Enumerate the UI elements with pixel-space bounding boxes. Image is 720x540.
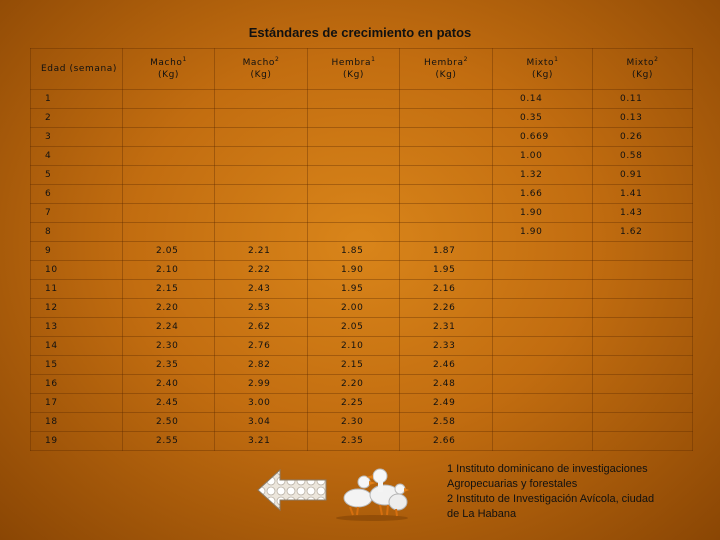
cell-hembra-2: 1.95 <box>400 261 493 280</box>
ducks-illustration <box>330 462 410 522</box>
cell-macho-1: 2.10 <box>123 261 215 280</box>
cell-mixto-2 <box>593 356 693 375</box>
cell-macho-1 <box>123 109 215 128</box>
cell-mixto-1 <box>493 280 593 299</box>
table-body <box>31 90 693 451</box>
cell-macho-2 <box>215 166 308 185</box>
cell-age: 13 <box>31 318 123 337</box>
cell-mixto-1 <box>493 242 593 261</box>
cell-mixto-1 <box>493 299 593 318</box>
cell-age: 17 <box>31 394 123 413</box>
table-row <box>31 318 693 337</box>
cell-hembra-2: 2.48 <box>400 375 493 394</box>
cell-hembra-2: 2.46 <box>400 356 493 375</box>
footnotes <box>447 462 712 522</box>
cell-macho-1: 2.05 <box>123 242 215 261</box>
cell-macho-1 <box>123 223 215 242</box>
cell-mixto-2 <box>593 413 693 432</box>
cell-age: 9 <box>31 242 123 261</box>
table-row <box>31 223 693 242</box>
footnote-line: de La Habana <box>447 508 517 520</box>
cell-mixto-1 <box>493 394 593 413</box>
cell-hembra-1 <box>308 109 400 128</box>
cell-hembra-1: 2.35 <box>308 432 400 451</box>
cell-mixto-2: 0.13 <box>593 109 693 128</box>
footnote-line: Agropecuarias y forestales <box>447 478 578 490</box>
cell-age: 15 <box>31 356 123 375</box>
cell-macho-2: 2.62 <box>215 318 308 337</box>
cell-age: 1 <box>31 90 123 109</box>
cell-macho-2: 3.21 <box>215 432 308 451</box>
cell-hembra-2: 2.49 <box>400 394 493 413</box>
cell-macho-2 <box>215 185 308 204</box>
cell-macho-1: 2.24 <box>123 318 215 337</box>
cell-macho-2: 2.22 <box>215 261 308 280</box>
cell-mixto-1: 1.90 <box>493 223 593 242</box>
cell-macho-1: 2.15 <box>123 280 215 299</box>
cell-hembra-2: 2.31 <box>400 318 493 337</box>
cell-age: 7 <box>31 204 123 223</box>
cell-mixto-2: 1.41 <box>593 185 693 204</box>
cell-mixto-1 <box>493 432 593 451</box>
cell-mixto-2: 0.91 <box>593 166 693 185</box>
cell-mixto-1 <box>493 318 593 337</box>
table-row <box>31 299 693 318</box>
cell-macho-2: 2.76 <box>215 337 308 356</box>
cell-mixto-1 <box>493 261 593 280</box>
cell-macho-2: 2.53 <box>215 299 308 318</box>
cell-macho-2 <box>215 90 308 109</box>
cell-age: 16 <box>31 375 123 394</box>
cell-mixto-2 <box>593 318 693 337</box>
table-row <box>31 280 693 299</box>
table-row <box>31 337 693 356</box>
cell-hembra-2 <box>400 223 493 242</box>
table-row <box>31 185 693 204</box>
cell-mixto-1: 0.35 <box>493 109 593 128</box>
cell-mixto-2 <box>593 394 693 413</box>
table-row <box>31 242 693 261</box>
cell-hembra-1: 1.85 <box>308 242 400 261</box>
cell-age: 12 <box>31 299 123 318</box>
cell-hembra-1 <box>308 166 400 185</box>
cell-macho-2 <box>215 223 308 242</box>
cell-macho-1: 2.45 <box>123 394 215 413</box>
table-row <box>31 375 693 394</box>
cell-macho-1 <box>123 90 215 109</box>
footnote-line: 2 Instituto de Investigación Avícola, ciudad <box>447 493 655 505</box>
cell-hembra-1: 2.00 <box>308 299 400 318</box>
cell-mixto-1 <box>493 413 593 432</box>
cell-macho-2 <box>215 147 308 166</box>
cell-hembra-1 <box>308 185 400 204</box>
cell-hembra-1 <box>308 147 400 166</box>
cell-hembra-1: 1.90 <box>308 261 400 280</box>
cell-hembra-1: 2.05 <box>308 318 400 337</box>
cell-hembra-1 <box>308 90 400 109</box>
growth-standards-table <box>30 48 693 451</box>
cell-macho-1: 2.50 <box>123 413 215 432</box>
header-hembra-1: Hembra$^1$ (Kg) <box>308 49 400 90</box>
cell-mixto-2 <box>593 299 693 318</box>
cell-macho-1: 2.55 <box>123 432 215 451</box>
cell-hembra-2 <box>400 128 493 147</box>
cell-mixto-2: 1.43 <box>593 204 693 223</box>
cell-hembra-2: 1.87 <box>400 242 493 261</box>
cell-age: 14 <box>31 337 123 356</box>
table-row <box>31 128 693 147</box>
cell-age: 10 <box>31 261 123 280</box>
cell-macho-1: 2.20 <box>123 299 215 318</box>
cell-hembra-2 <box>400 204 493 223</box>
cell-hembra-2: 2.66 <box>400 432 493 451</box>
cell-macho-1: 2.35 <box>123 356 215 375</box>
cell-mixto-2 <box>593 375 693 394</box>
cell-age: 11 <box>31 280 123 299</box>
cell-mixto-2 <box>593 432 693 451</box>
cell-macho-2 <box>215 204 308 223</box>
cell-macho-1: 2.30 <box>123 337 215 356</box>
cell-hembra-2 <box>400 185 493 204</box>
cell-hembra-2 <box>400 166 493 185</box>
cell-hembra-1: 2.15 <box>308 356 400 375</box>
cell-mixto-1: 0.669 <box>493 128 593 147</box>
cell-macho-2: 3.00 <box>215 394 308 413</box>
cell-hembra-1: 2.30 <box>308 413 400 432</box>
cell-macho-2 <box>215 128 308 147</box>
cell-mixto-2: 0.26 <box>593 128 693 147</box>
cell-hembra-1: 1.95 <box>308 280 400 299</box>
header-mixto-1: Mixto$^1$ (Kg) <box>493 49 593 90</box>
cell-age: 5 <box>31 166 123 185</box>
back-arrow-icon[interactable] <box>256 466 328 514</box>
table-row <box>31 90 693 109</box>
cell-mixto-2 <box>593 280 693 299</box>
cell-hembra-2 <box>400 147 493 166</box>
cell-age: 18 <box>31 413 123 432</box>
cell-hembra-2 <box>400 109 493 128</box>
table-row <box>31 147 693 166</box>
cell-macho-1 <box>123 166 215 185</box>
header-hembra-2: Hembra$^2$ (Kg) <box>400 49 493 90</box>
cell-macho-2: 2.82 <box>215 356 308 375</box>
cell-hembra-2: 2.33 <box>400 337 493 356</box>
table-row <box>31 109 693 128</box>
cell-hembra-2: 2.16 <box>400 280 493 299</box>
cell-macho-1 <box>123 185 215 204</box>
cell-hembra-1 <box>308 223 400 242</box>
cell-macho-1: 2.40 <box>123 375 215 394</box>
cell-mixto-2: 0.58 <box>593 147 693 166</box>
cell-hembra-1: 2.20 <box>308 375 400 394</box>
table-row <box>31 432 693 451</box>
cell-mixto-2: 1.62 <box>593 223 693 242</box>
footnote-line: 1 Instituto dominicano de investigaciones <box>447 463 648 475</box>
table-row <box>31 261 693 280</box>
cell-age: 19 <box>31 432 123 451</box>
cell-mixto-1: 1.32 <box>493 166 593 185</box>
cell-hembra-2: 2.58 <box>400 413 493 432</box>
cell-macho-1 <box>123 204 215 223</box>
cell-age: 6 <box>31 185 123 204</box>
cell-mixto-2 <box>593 242 693 261</box>
cell-macho-1 <box>123 147 215 166</box>
cell-age: 4 <box>31 147 123 166</box>
table-row <box>31 166 693 185</box>
table-row <box>31 356 693 375</box>
cell-mixto-1 <box>493 337 593 356</box>
header-macho-2: Macho$^2$ (Kg) <box>215 49 308 90</box>
cell-hembra-1: 2.10 <box>308 337 400 356</box>
cell-age: 2 <box>31 109 123 128</box>
cell-mixto-1 <box>493 375 593 394</box>
cell-hembra-2: 2.26 <box>400 299 493 318</box>
header-macho-1: Macho$^1$ (Kg) <box>123 49 215 90</box>
page-title: Estándares de crecimiento en patos <box>248 25 472 40</box>
table-row <box>31 204 693 223</box>
cell-mixto-1: 1.66 <box>493 185 593 204</box>
cell-macho-2 <box>215 109 308 128</box>
cell-mixto-2 <box>593 261 693 280</box>
cell-macho-2: 2.43 <box>215 280 308 299</box>
header-mixto-2: Mixto$^2$ (Kg) <box>593 49 693 90</box>
cell-macho-2: 2.21 <box>215 242 308 261</box>
cell-mixto-2 <box>593 337 693 356</box>
cell-hembra-1 <box>308 204 400 223</box>
table-header-row <box>31 49 693 90</box>
cell-mixto-1 <box>493 356 593 375</box>
cell-age: 3 <box>31 128 123 147</box>
cell-macho-1 <box>123 128 215 147</box>
cell-hembra-2 <box>400 90 493 109</box>
cell-macho-2: 2.99 <box>215 375 308 394</box>
header-age: Edad (semana) <box>31 49 123 90</box>
cell-mixto-2: 0.11 <box>593 90 693 109</box>
cell-hembra-1: 2.25 <box>308 394 400 413</box>
table-row <box>31 394 693 413</box>
cell-age: 8 <box>31 223 123 242</box>
cell-mixto-1: 1.90 <box>493 204 593 223</box>
table-row <box>31 413 693 432</box>
cell-macho-2: 3.04 <box>215 413 308 432</box>
cell-hembra-1 <box>308 128 400 147</box>
cell-mixto-1: 0.14 <box>493 90 593 109</box>
cell-mixto-1: 1.00 <box>493 147 593 166</box>
